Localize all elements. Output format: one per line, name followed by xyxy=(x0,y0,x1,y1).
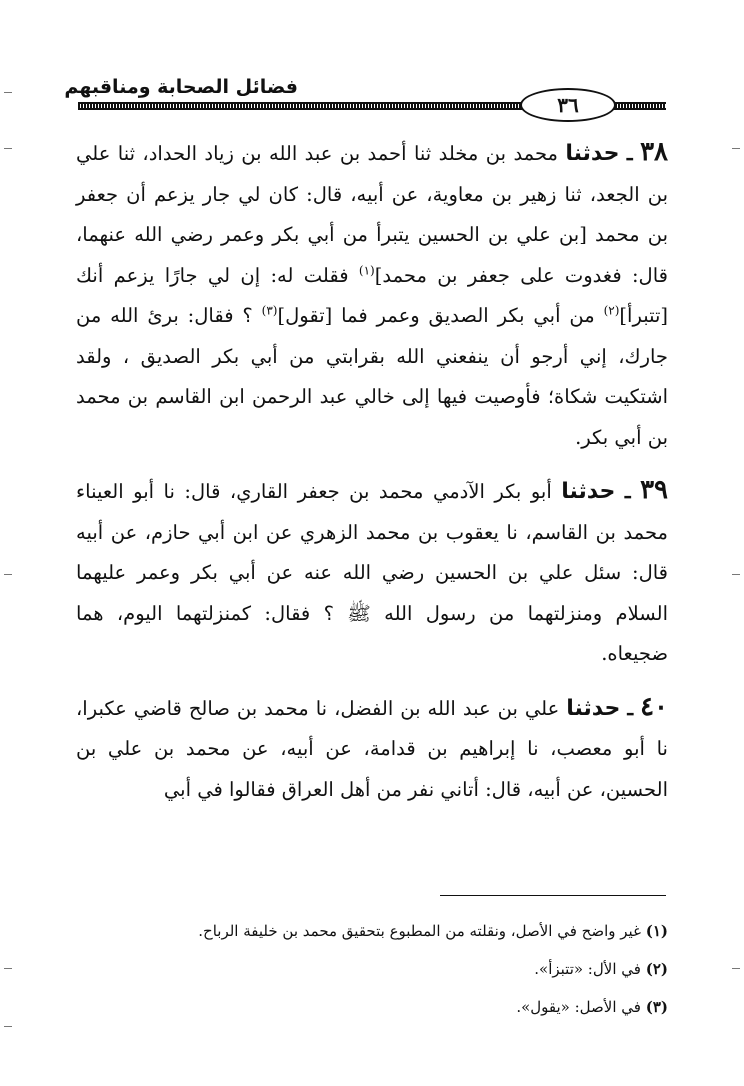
footnote-number: (١) xyxy=(645,922,668,940)
scan-margin-mark xyxy=(4,1026,12,1027)
footnote-ref: (٣) xyxy=(261,303,278,318)
page-number: ٣٦ xyxy=(557,93,579,117)
scan-margin-mark xyxy=(732,148,740,149)
footnote-text: في الأصل: «يقول». xyxy=(516,998,641,1016)
footnote-text: غير واضح في الأصل، ونقلته من المطبوع بتحقيق محمد بن خليفة الرباح. xyxy=(198,922,641,940)
footnote xyxy=(76,988,668,1026)
footnote-separator xyxy=(440,895,666,896)
running-header-title: فضائل الصحابة ومناقبهم xyxy=(64,76,298,98)
hadith-text-part: من أبي بكر الصديق وعمر فما [تقول] xyxy=(277,304,604,327)
hadith-39 xyxy=(76,470,668,675)
scan-margin-mark xyxy=(4,574,12,575)
page-number-badge xyxy=(520,88,616,122)
hadith-lead-word: حدثنا xyxy=(561,479,616,504)
hadith-dash: ـ xyxy=(627,696,634,720)
scan-margin-mark xyxy=(732,574,740,575)
scan-margin-mark xyxy=(732,968,740,969)
hadith-number: ٤٠ xyxy=(640,691,669,722)
hadith-text-part: فقلت له: إن لي جارًا يزعم أنك [تتبرأ] xyxy=(76,263,669,327)
scan-margin-mark xyxy=(4,968,12,969)
footnote-number: (٣) xyxy=(645,998,668,1016)
scan-margin-mark xyxy=(4,148,12,149)
hadith-text: أبو بكر الآدمي محمد بن جعفر القاري، قال: نا أبو العيناء محمد بن القاسم، نا يعقوب بن محمد الزهري عن ابن أبي حازم، عن أبيه قال: سئل علي بن الحسين رضي الله عنه عن أبي بكر وعمر عليهما السلام ومنزلتهما من رسول الله ﷺ ؟ فقال: كمنزلتهما اليوم، هما ضجيعاه. xyxy=(76,480,668,665)
footnote-ref: (٢) xyxy=(603,303,620,318)
hadith-number: ٣٩ xyxy=(640,475,668,505)
footnote xyxy=(76,912,668,950)
hadith-lead-word: حدثنا xyxy=(566,695,621,721)
hadith-38 xyxy=(76,132,668,458)
hadith-text-part: ؟ فقال: برئ الله من جارك، إني أرجو أن ينفعني الله بقرابتي من أبي بكر الصديق ، ولقد اشتكيت شكاة؛ فأوصيت فيها إلى خالي عبد الرحمن ابن القاسم بن محمد بن أبي بكر. xyxy=(76,304,668,449)
hadith-number: ٣٨ xyxy=(640,137,668,167)
hadith-lead-word: حدثنا xyxy=(565,141,620,166)
footnotes xyxy=(76,912,668,1026)
hadith-dash: ـ xyxy=(626,142,633,165)
footnote-ref: (١) xyxy=(358,263,375,277)
footnote-number: (٢) xyxy=(645,960,668,978)
footnote xyxy=(76,950,668,988)
footnote-text: في الأل: «تتبزأ». xyxy=(534,960,641,978)
hadith-40 xyxy=(76,687,668,811)
hadith-text: علي بن عبد الله بن الفضل، نا محمد بن صالح قاضي عكبرا، نا أبو معصب، نا إبراهيم بن قدامة، عن أبيه، عن محمد بن علي بن الحسين، عن أبيه، قال: أتاني نفر من أهل العراق فقالوا في أبي xyxy=(76,696,668,801)
main-text xyxy=(76,132,668,822)
hadith-text-part: محمد بن مخلد ثنا أحمد بن عبد الله بن زياد الحداد، ثنا علي بن الجعد، ثنا زهير بن معاوية، عن أبيه، قال: كان لي جار يزعم أن جعفر بن محمد [بن علي بن الحسين يتبرأ من أبي بكر وعمر رضي الله عنهما، قال: فغدوت على جعفر بن محمد] xyxy=(76,142,668,287)
hadith-dash: ـ xyxy=(624,480,631,503)
scan-margin-mark xyxy=(4,92,12,93)
